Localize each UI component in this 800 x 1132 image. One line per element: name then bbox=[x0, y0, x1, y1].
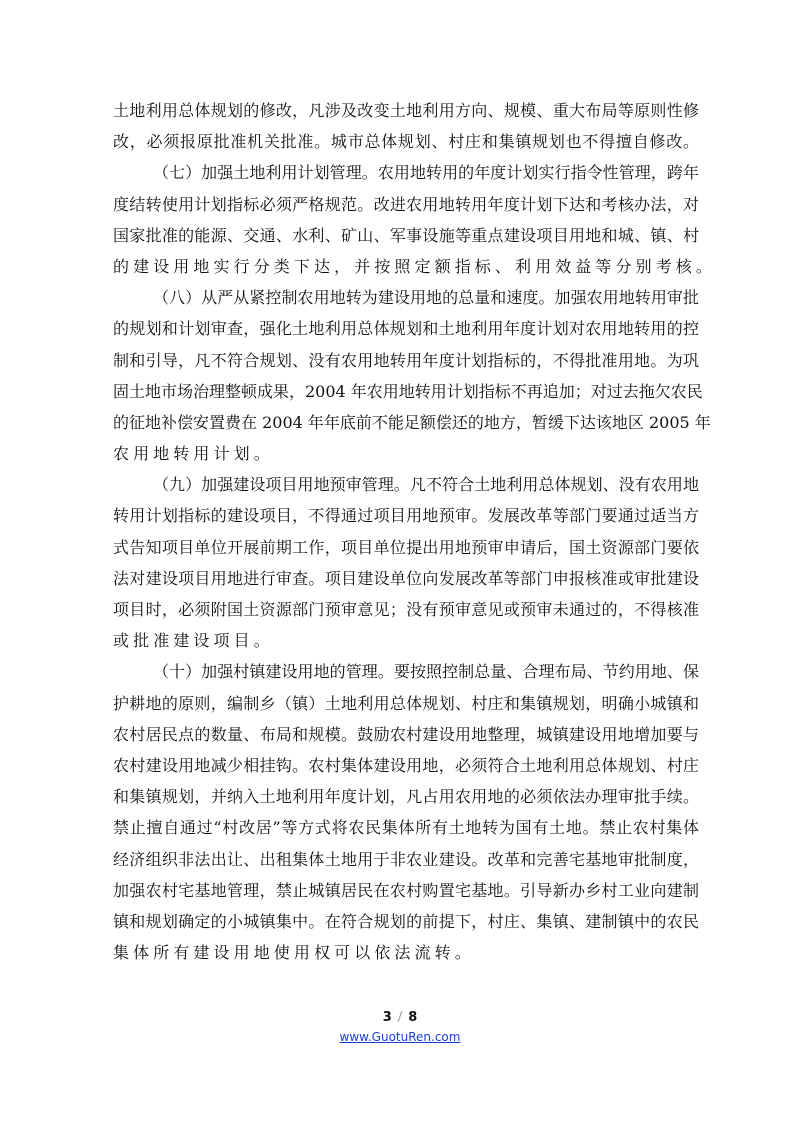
paragraph bbox=[113, 656, 699, 968]
text-line: 集体所有建设用地使用权可以依法流转。 bbox=[113, 943, 475, 963]
text-line: 改，必须报原批准机关批准。城市总体规划、村庄和集镇规划也不得擅自修改。 bbox=[113, 132, 699, 152]
text-line: 土地利用总体规划的修改，凡涉及改变土地利用方向、规模、重大布局等原则性修 bbox=[113, 101, 699, 120]
text-line: 固土地市场治理整顿成果，2004 年农用地转用计划指标不再追加；对过去拖欠农民 bbox=[113, 381, 703, 401]
text-line: 禁止擅自通过“村改居”等方式将农民集体所有土地转为国有土地。禁止农村集体 bbox=[113, 818, 699, 838]
text-line: 的征地补偿安置费在 2004 年年底前不能足额偿还的地方，暂缓下达该地区 2005 年 bbox=[113, 412, 711, 432]
paragraph bbox=[113, 157, 717, 282]
text-line: 度结转使用计划指标必须严格规范。改进农用地转用年度计划下达和考核办法，对 bbox=[113, 194, 699, 214]
text-line: 转用计划指标的建设项目，不得通过项目用地预审。发展改革等部门要通过适当方 bbox=[113, 506, 699, 526]
text-line: 和集镇规划，并纳入土地利用年度计划，凡占用农用地的必须依法办理审批手续。 bbox=[113, 787, 699, 807]
paragraph bbox=[113, 95, 699, 157]
site-link[interactable]: www.GuotuRen.com bbox=[339, 1030, 461, 1044]
page-number bbox=[0, 1010, 800, 1025]
text-line: 国家批准的能源、交通、水利、矿山、军事设施等重点建设项目用地和城、镇、村 bbox=[113, 225, 699, 245]
text-line: （八）从严从紧控制农用地转为建设用地的总量和速度。加强农用地转用审批 bbox=[153, 288, 699, 308]
document-body bbox=[113, 95, 717, 968]
page-total: 8 bbox=[408, 1010, 418, 1025]
text-line: 式告知项目单位开展前期工作，项目单位提出用地预审申请后，国土资源部门要依 bbox=[113, 537, 699, 557]
text-line: 制和引导，凡不符合规划、没有农用地转用年度计划指标的，不得批准用地。为巩 bbox=[113, 350, 699, 370]
text-line: 护耕地的原则，编制乡（镇）土地利用总体规划、村庄和集镇规划，明确小城镇和 bbox=[113, 693, 699, 713]
text-line: 加强农村宅基地管理，禁止城镇居民在农村购置宅基地。引导新办乡村工业向建制 bbox=[113, 880, 699, 900]
text-line: （十）加强村镇建设用地的管理。要按照控制总量、合理布局、节约用地、保 bbox=[153, 662, 699, 682]
paragraph bbox=[113, 282, 711, 469]
page-separator: / bbox=[397, 1010, 403, 1025]
text-line: 法对建设项目用地进行审查。项目建设单位向发展改革等部门申报核准或审批建设 bbox=[113, 568, 699, 588]
paragraph bbox=[113, 469, 699, 656]
text-line: （九）加强建设项目用地预审管理。凡不符合土地利用总体规划、没有农用地 bbox=[153, 475, 699, 495]
text-line: （七）加强土地利用计划管理。农用地转用的年度计划实行指令性管理，跨年 bbox=[153, 163, 699, 183]
text-line: 镇和规划确定的小城镇集中。在符合规划的前提下，村庄、集镇、建制镇中的农民 bbox=[113, 911, 699, 931]
text-line: 农村居民点的数量、布局和规模。鼓励农村建设用地整理，城镇建设用地增加要与 bbox=[113, 724, 699, 744]
text-line: 经济组织非法出让、出租集体土地用于非农业建设。改革和完善宅基地审批制度， bbox=[113, 849, 699, 869]
page-current: 3 bbox=[382, 1010, 392, 1025]
text-line: 农村建设用地减少相挂钩。农村集体建设用地，必须符合土地利用总体规划、村庄 bbox=[113, 755, 699, 775]
text-line: 的规划和计划审查，强化土地利用总体规划和土地利用年度计划对农用地转用的控 bbox=[113, 319, 699, 339]
text-line: 项目时，必须附国土资源部门预审意见；没有预审意见或预审未通过的，不得核准 bbox=[113, 600, 699, 619]
text-line: 或批准建设项目。 bbox=[113, 631, 274, 651]
text-line: 的建设用地实行分类下达，并按照定额指标、利用效益等分别考核。 bbox=[113, 256, 717, 276]
site-footer bbox=[0, 1030, 800, 1044]
text-line: 农用地转用计划。 bbox=[113, 444, 274, 464]
